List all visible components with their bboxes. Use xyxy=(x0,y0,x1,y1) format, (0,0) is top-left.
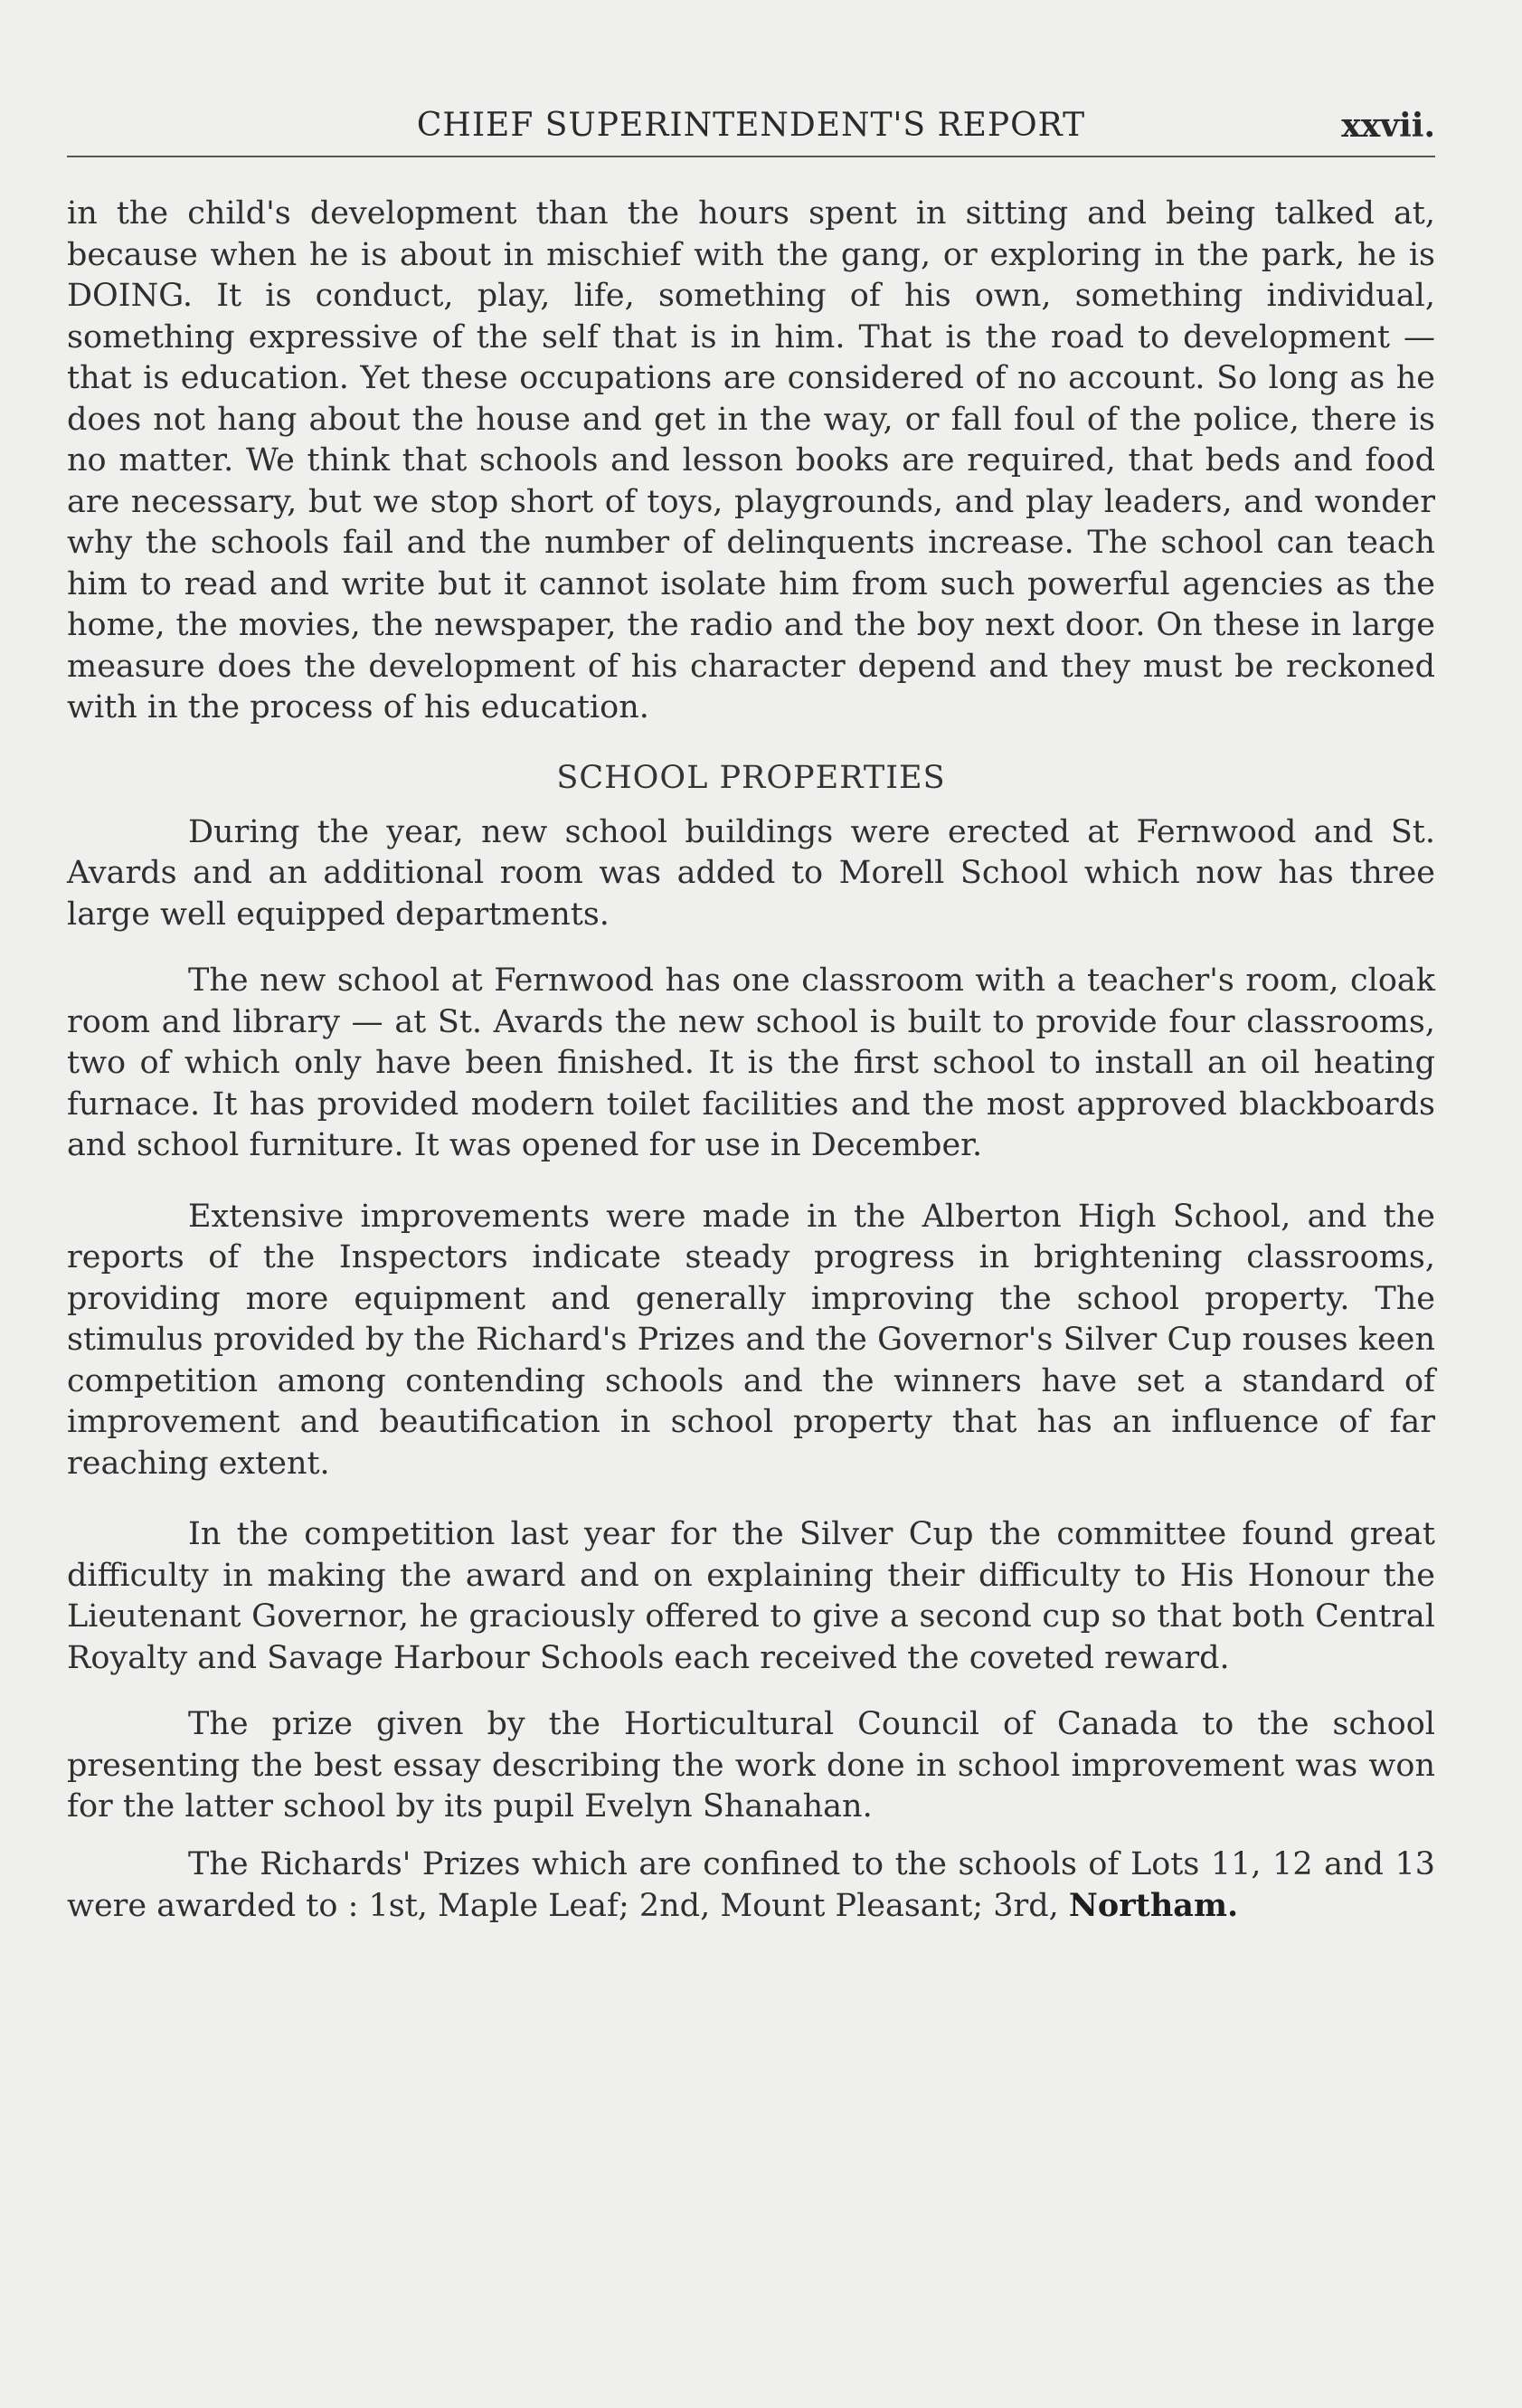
paragraph-richards-prizes xyxy=(67,1844,1435,1928)
paragraph-horticultural-prize: The prize given by the Horticultural Council of Canada to the school presenting the best essay describing the work done in school improvement was won for the latter school by its pupil Evelyn Shanahan. xyxy=(67,1706,1435,1825)
richards-prizes-third: Northam. xyxy=(1068,1887,1239,1924)
paragraph-fernwood-school: The new school at Fernwood has one classroom with a teacher's room, cloak room and library — at St. Avards the new school is built to provide four classrooms, two of which only have been finished. It is the first school to install an oil heating furnace. It has provided modern toilet facilities and the most approved blackboards and school furniture. It was opened for use in December. xyxy=(67,962,1435,1163)
paragraph-improvements: Extensive improvements were made in the Alberton High School, and the reports of the Inspectors indicate steady progress in brightening classrooms, providing more equipment and generally improving the school property. The stimulus provided by the Richard's Prizes and the Governor's Silver Cup rouses keen competition among contending schools and the winners have set a standard of improvement and beautification in school property that has an influence of far reaching extent. xyxy=(67,1198,1435,1482)
page-number: xxvii. xyxy=(1341,107,1435,145)
paragraph-silver-cup: In the competition last year for the Silver Cup the committee found great difficulty in making the award and on explaining their difficulty to His Honour the Lieutenant Governor, he graciously offered to give a second cup so that both Central Royalty and Savage Harbour Schools each received the coveted reward. xyxy=(67,1516,1435,1676)
paragraph-continued: in the child's development than the hours spent in sitting and being talked at, because when he is about in mischief with the gang, or exploring in the park, he is DOING. It is conduct, play, life, something of his own, something individual, something expressive of the self that is in him. That is the road to development — that is education. Yet these occupations are considered of no account. So long as he does not hang about the house and get in the way, or fall foul of the police, there is no matter. We think that schools and lesson books are required, that beds and food are necessary, but we stop short of toys, playgrounds, and play leaders, and wonder why the schools fail and the number of delinquents increase. The school can teach him to read and write but it cannot isolate him from such powerful agencies as the home, the movies, the newspaper, the radio and the boy next door. On these in large measure does the development of his character depend and they must be reckoned with in the process of his education. xyxy=(67,195,1435,725)
running-head: CHIEF SUPERINTENDENT'S REPORT xyxy=(416,107,1086,144)
richards-prizes-text: The Richards' Prizes which are confined to the schools of Lots 11, 12 and 13 were awarded to : 1st, Maple Leaf; 2nd, Mount Pleasant; 3rd, xyxy=(67,1845,1435,1924)
section-heading: SCHOOL PROPERTIES xyxy=(556,759,946,796)
report-body xyxy=(67,194,1435,1928)
page-header xyxy=(67,101,1435,157)
paragraph-new-buildings: During the year, new school buildings were erected at Fernwood and St. Avards and an additional room was added to Morell School which now has three large well equipped departments. xyxy=(67,813,1435,933)
